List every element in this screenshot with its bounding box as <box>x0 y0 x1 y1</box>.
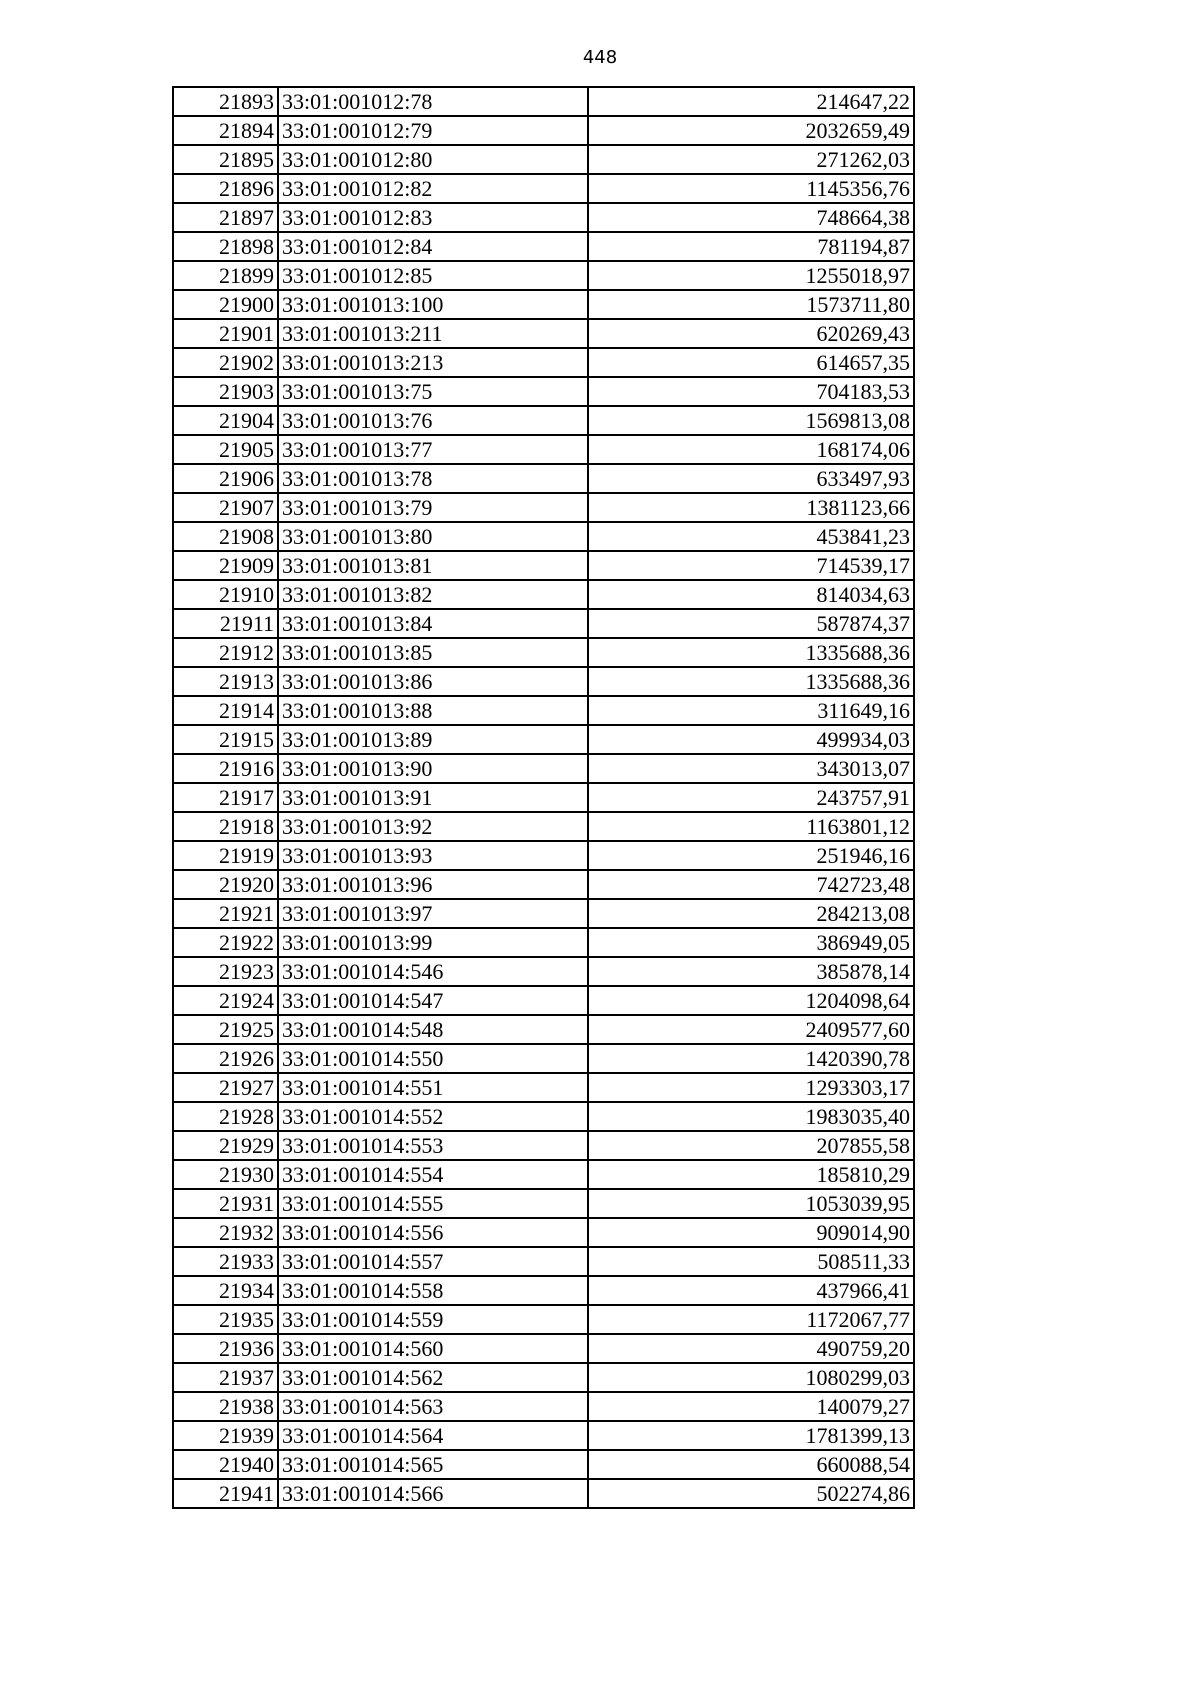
cadastral-value-cell: 168174,06 <box>588 435 914 464</box>
row-number-cell: 21915 <box>173 725 278 754</box>
cadastral-value-cell: 814034,63 <box>588 580 914 609</box>
cadastral-value-cell: 284213,08 <box>588 899 914 928</box>
row-number-cell: 21920 <box>173 870 278 899</box>
table-row <box>173 899 914 928</box>
cadastral-number-cell: 33:01:001014:556 <box>278 1218 588 1247</box>
cadastral-number-cell: 33:01:001014:563 <box>278 1392 588 1421</box>
row-number-cell: 21902 <box>173 348 278 377</box>
cadastral-number-cell: 33:01:001014:557 <box>278 1247 588 1276</box>
row-number-cell: 21941 <box>173 1479 278 1508</box>
cadastral-number-cell: 33:01:001013:90 <box>278 754 588 783</box>
table-row <box>173 290 914 319</box>
table-row <box>173 1363 914 1392</box>
cadastral-value-cell: 660088,54 <box>588 1450 914 1479</box>
cadastral-value-cell: 490759,20 <box>588 1334 914 1363</box>
row-number-cell: 21914 <box>173 696 278 725</box>
cadastral-number-cell: 33:01:001013:76 <box>278 406 588 435</box>
row-number-cell: 21923 <box>173 957 278 986</box>
cadastral-number-cell: 33:01:001014:560 <box>278 1334 588 1363</box>
cadastral-number-cell: 33:01:001013:100 <box>278 290 588 319</box>
cadastral-number-cell: 33:01:001012:78 <box>278 87 588 116</box>
table-row <box>173 1102 914 1131</box>
row-number-cell: 21940 <box>173 1450 278 1479</box>
cadastral-number-cell: 33:01:001013:86 <box>278 667 588 696</box>
cadastral-value-cell: 714539,17 <box>588 551 914 580</box>
row-number-cell: 21927 <box>173 1073 278 1102</box>
table-row <box>173 1421 914 1450</box>
cadastral-value-cell: 499934,03 <box>588 725 914 754</box>
table-row <box>173 870 914 899</box>
cadastral-number-cell: 33:01:001013:84 <box>278 609 588 638</box>
table-row <box>173 1479 914 1508</box>
cadastral-number-cell: 33:01:001014:564 <box>278 1421 588 1450</box>
row-number-cell: 21933 <box>173 1247 278 1276</box>
cadastral-value-cell: 271262,03 <box>588 145 914 174</box>
cadastral-value-cell: 620269,43 <box>588 319 914 348</box>
cadastral-number-cell: 33:01:001012:84 <box>278 232 588 261</box>
row-number-cell: 21930 <box>173 1160 278 1189</box>
row-number-cell: 21904 <box>173 406 278 435</box>
cadastral-value-cell: 1335688,36 <box>588 638 914 667</box>
cadastral-number-cell: 33:01:001014:552 <box>278 1102 588 1131</box>
row-number-cell: 21916 <box>173 754 278 783</box>
cadastral-number-cell: 33:01:001013:85 <box>278 638 588 667</box>
cadastral-number-cell: 33:01:001014:565 <box>278 1450 588 1479</box>
table-row <box>173 1160 914 1189</box>
cadastral-number-cell: 33:01:001013:79 <box>278 493 588 522</box>
table-row <box>173 928 914 957</box>
table-row <box>173 1247 914 1276</box>
cadastral-number-cell: 33:01:001014:555 <box>278 1189 588 1218</box>
row-number-cell: 21894 <box>173 116 278 145</box>
row-number-cell: 21929 <box>173 1131 278 1160</box>
table-row <box>173 1044 914 1073</box>
cadastral-value-cell: 704183,53 <box>588 377 914 406</box>
table-row <box>173 174 914 203</box>
cadastral-value-cell: 2409577,60 <box>588 1015 914 1044</box>
table-row <box>173 609 914 638</box>
table-row <box>173 783 914 812</box>
row-number-cell: 21935 <box>173 1305 278 1334</box>
row-number-cell: 21909 <box>173 551 278 580</box>
cadastral-number-cell: 33:01:001012:82 <box>278 174 588 203</box>
table-body <box>173 87 914 1508</box>
cadastral-number-cell: 33:01:001014:559 <box>278 1305 588 1334</box>
cadastral-value-cell: 386949,05 <box>588 928 914 957</box>
cadastral-number-cell: 33:01:001013:89 <box>278 725 588 754</box>
row-number-cell: 21893 <box>173 87 278 116</box>
cadastral-value-cell: 748664,38 <box>588 203 914 232</box>
cadastral-value-cell: 508511,33 <box>588 1247 914 1276</box>
cadastral-value-cell: 1255018,97 <box>588 261 914 290</box>
cadastral-number-cell: 33:01:001013:78 <box>278 464 588 493</box>
cadastral-number-cell: 33:01:001014:558 <box>278 1276 588 1305</box>
row-number-cell: 21938 <box>173 1392 278 1421</box>
row-number-cell: 21939 <box>173 1421 278 1450</box>
cadastral-value-cell: 207855,58 <box>588 1131 914 1160</box>
page-number: 448 <box>582 47 618 68</box>
cadastral-value-cell: 140079,27 <box>588 1392 914 1421</box>
table-row <box>173 551 914 580</box>
cadastral-number-cell: 33:01:001013:82 <box>278 580 588 609</box>
cadastral-value-cell: 251946,16 <box>588 841 914 870</box>
row-number-cell: 21921 <box>173 899 278 928</box>
row-number-cell: 21918 <box>173 812 278 841</box>
cadastral-number-cell: 33:01:001012:83 <box>278 203 588 232</box>
row-number-cell: 21919 <box>173 841 278 870</box>
table-row <box>173 435 914 464</box>
table-row <box>173 87 914 116</box>
cadastral-number-cell: 33:01:001013:211 <box>278 319 588 348</box>
table-row <box>173 348 914 377</box>
cadastral-value-table <box>172 86 915 1509</box>
table-row <box>173 522 914 551</box>
row-number-cell: 21912 <box>173 638 278 667</box>
table-row <box>173 261 914 290</box>
row-number-cell: 21934 <box>173 1276 278 1305</box>
cadastral-value-cell: 453841,23 <box>588 522 914 551</box>
cadastral-value-cell: 437966,41 <box>588 1276 914 1305</box>
row-number-cell: 21937 <box>173 1363 278 1392</box>
row-number-cell: 21913 <box>173 667 278 696</box>
cadastral-number-cell: 33:01:001014:548 <box>278 1015 588 1044</box>
table-row <box>173 406 914 435</box>
cadastral-value-cell: 502274,86 <box>588 1479 914 1508</box>
cadastral-number-cell: 33:01:001012:79 <box>278 116 588 145</box>
cadastral-value-cell: 1573711,80 <box>588 290 914 319</box>
table-row <box>173 493 914 522</box>
cadastral-value-cell: 614657,35 <box>588 348 914 377</box>
cadastral-value-cell: 1983035,40 <box>588 1102 914 1131</box>
table-row <box>173 841 914 870</box>
cadastral-number-cell: 33:01:001014:562 <box>278 1363 588 1392</box>
table-row <box>173 1015 914 1044</box>
row-number-cell: 21936 <box>173 1334 278 1363</box>
table-row <box>173 319 914 348</box>
row-number-cell: 21899 <box>173 261 278 290</box>
cadastral-value-cell: 1163801,12 <box>588 812 914 841</box>
cadastral-value-cell: 1172067,77 <box>588 1305 914 1334</box>
table-row <box>173 1276 914 1305</box>
cadastral-value-cell: 909014,90 <box>588 1218 914 1247</box>
cadastral-value-cell: 1080299,03 <box>588 1363 914 1392</box>
table-row <box>173 377 914 406</box>
cadastral-value-cell: 742723,48 <box>588 870 914 899</box>
cadastral-value-cell: 1569813,08 <box>588 406 914 435</box>
row-number-cell: 21895 <box>173 145 278 174</box>
cadastral-value-cell: 781194,87 <box>588 232 914 261</box>
cadastral-value-cell: 587874,37 <box>588 609 914 638</box>
cadastral-number-cell: 33:01:001013:81 <box>278 551 588 580</box>
cadastral-value-cell: 343013,07 <box>588 754 914 783</box>
cadastral-number-cell: 33:01:001013:96 <box>278 870 588 899</box>
row-number-cell: 21908 <box>173 522 278 551</box>
row-number-cell: 21931 <box>173 1189 278 1218</box>
cadastral-value-cell: 1781399,13 <box>588 1421 914 1450</box>
row-number-cell: 21901 <box>173 319 278 348</box>
table-row <box>173 1450 914 1479</box>
cadastral-value-cell: 1053039,95 <box>588 1189 914 1218</box>
cadastral-number-cell: 33:01:001013:77 <box>278 435 588 464</box>
cadastral-number-cell: 33:01:001013:88 <box>278 696 588 725</box>
cadastral-number-cell: 33:01:001014:547 <box>278 986 588 1015</box>
row-number-cell: 21905 <box>173 435 278 464</box>
row-number-cell: 21926 <box>173 1044 278 1073</box>
cadastral-number-cell: 33:01:001013:92 <box>278 812 588 841</box>
cadastral-number-cell: 33:01:001014:554 <box>278 1160 588 1189</box>
cadastral-number-cell: 33:01:001014:553 <box>278 1131 588 1160</box>
cadastral-number-cell: 33:01:001012:85 <box>278 261 588 290</box>
cadastral-number-cell: 33:01:001013:97 <box>278 899 588 928</box>
row-number-cell: 21903 <box>173 377 278 406</box>
cadastral-number-cell: 33:01:001012:80 <box>278 145 588 174</box>
cadastral-number-cell: 33:01:001014:550 <box>278 1044 588 1073</box>
table-row <box>173 203 914 232</box>
cadastral-number-cell: 33:01:001013:93 <box>278 841 588 870</box>
cadastral-value-cell: 1145356,76 <box>588 174 914 203</box>
cadastral-value-cell: 1420390,78 <box>588 1044 914 1073</box>
row-number-cell: 21932 <box>173 1218 278 1247</box>
table-row <box>173 754 914 783</box>
row-number-cell: 21897 <box>173 203 278 232</box>
table-row <box>173 812 914 841</box>
table-row <box>173 464 914 493</box>
cadastral-number-cell: 33:01:001014:551 <box>278 1073 588 1102</box>
row-number-cell: 21917 <box>173 783 278 812</box>
cadastral-value-cell: 633497,93 <box>588 464 914 493</box>
row-number-cell: 21924 <box>173 986 278 1015</box>
row-number-cell: 21910 <box>173 580 278 609</box>
cadastral-value-cell: 311649,16 <box>588 696 914 725</box>
cadastral-value-cell: 243757,91 <box>588 783 914 812</box>
table-row <box>173 1305 914 1334</box>
row-number-cell: 21907 <box>173 493 278 522</box>
row-number-cell: 21928 <box>173 1102 278 1131</box>
cadastral-value-cell: 1381123,66 <box>588 493 914 522</box>
row-number-cell: 21900 <box>173 290 278 319</box>
cadastral-value-cell: 385878,14 <box>588 957 914 986</box>
table-row <box>173 638 914 667</box>
row-number-cell: 21925 <box>173 1015 278 1044</box>
table-row <box>173 1189 914 1218</box>
table-row <box>173 957 914 986</box>
table-row <box>173 667 914 696</box>
cadastral-number-cell: 33:01:001014:566 <box>278 1479 588 1508</box>
row-number-cell: 21898 <box>173 232 278 261</box>
cadastral-number-cell: 33:01:001013:75 <box>278 377 588 406</box>
row-number-cell: 21911 <box>173 609 278 638</box>
table-row <box>173 1131 914 1160</box>
cadastral-value-cell: 214647,22 <box>588 87 914 116</box>
cadastral-number-cell: 33:01:001014:546 <box>278 957 588 986</box>
table-row <box>173 1073 914 1102</box>
table-row <box>173 1392 914 1421</box>
table-row <box>173 986 914 1015</box>
cadastral-value-cell: 185810,29 <box>588 1160 914 1189</box>
cadastral-value-cell: 1204098,64 <box>588 986 914 1015</box>
table-row <box>173 1218 914 1247</box>
cadastral-number-cell: 33:01:001013:99 <box>278 928 588 957</box>
cadastral-number-cell: 33:01:001013:213 <box>278 348 588 377</box>
table-row <box>173 696 914 725</box>
row-number-cell: 21906 <box>173 464 278 493</box>
table-row <box>173 116 914 145</box>
table-row <box>173 725 914 754</box>
table-row <box>173 145 914 174</box>
cadastral-value-cell: 1293303,17 <box>588 1073 914 1102</box>
cadastral-number-cell: 33:01:001013:91 <box>278 783 588 812</box>
table-row <box>173 580 914 609</box>
table-row <box>173 232 914 261</box>
cadastral-value-cell: 2032659,49 <box>588 116 914 145</box>
cadastral-value-cell: 1335688,36 <box>588 667 914 696</box>
cadastral-number-cell: 33:01:001013:80 <box>278 522 588 551</box>
row-number-cell: 21896 <box>173 174 278 203</box>
table-row <box>173 1334 914 1363</box>
row-number-cell: 21922 <box>173 928 278 957</box>
